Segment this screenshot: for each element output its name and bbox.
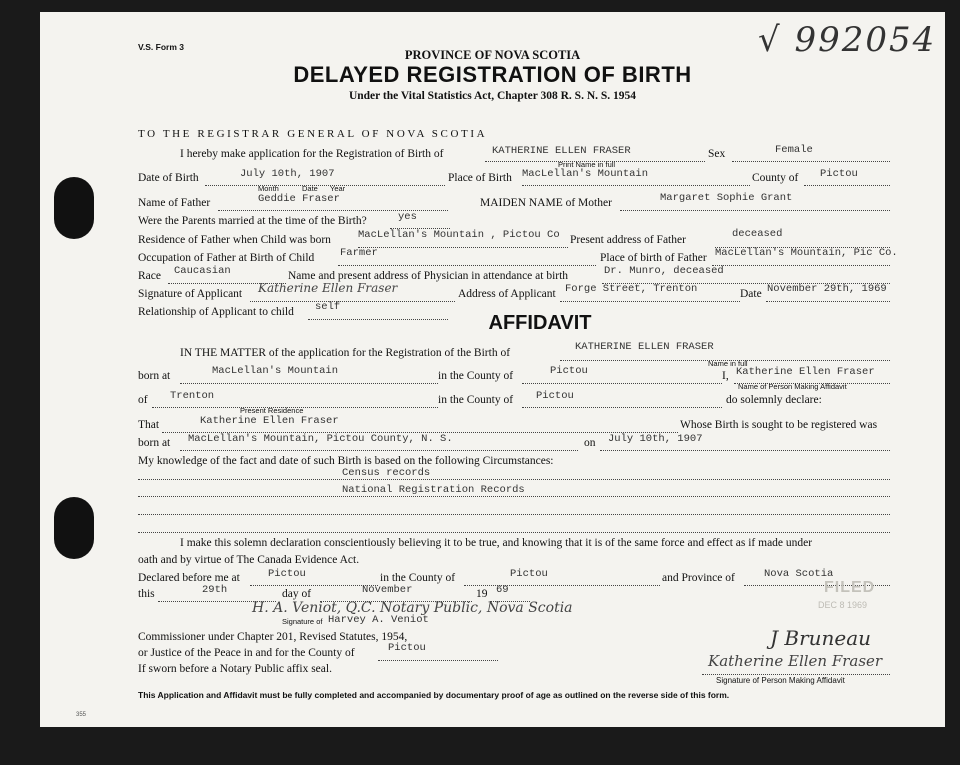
born-at-line [180,383,438,384]
occupation-value: Farmer [340,247,378,259]
print-name-caption: Print Name in full [558,160,616,169]
occupation-line [338,265,596,266]
county-value: Pictou [820,168,858,180]
father-birthplace-value: MacLellan's Mountain, Pic Co. [715,247,898,259]
residence-label: Residence of Father when Child was born [138,234,331,246]
circumstance-line-2 [138,496,890,497]
of-value: Trenton [170,390,215,402]
affiant-signature-caption: Signature of Person Making Affidavit [716,676,845,685]
circumstance-line-1 [138,479,890,480]
day-of-label: day of [282,588,312,600]
year-value: 69 [496,584,509,596]
commissioner-signature: H. A. Veniot, Q.C. Notary Public, Nova Scotia [252,600,573,616]
born-at2-value: MacLellan's Mountain, Pictou County, N. S. [188,433,453,445]
dob-label: Date of Birth [138,172,199,184]
county2-label: in the County of [438,394,514,406]
stamp-date: DEC 8 1969 [818,600,868,610]
married-value: yes [398,211,417,223]
place-value: MacLellan's Mountain [522,168,649,180]
signature-of-caption: Signature of [282,617,323,626]
born-at-value: MacLellan's Mountain [212,365,339,377]
matter-value: KATHERINE ELLEN FRASER [575,341,714,353]
matter-text: IN THE MATTER of the application for the Registration of the Birth of [180,347,511,359]
child-name-value: KATHERINE ELLEN FRASER [492,145,631,157]
applicant-address-line [560,301,740,302]
applicant-address-value: Forge Street, Trenton [565,283,698,295]
present-address-value: deceased [732,228,783,240]
affidavit-heading: AFFIDAVIT [488,312,592,334]
commissioner-name: Harvey A. Veniot [328,614,429,626]
application-date-line [766,301,890,302]
father-label: Name of Father [138,197,211,209]
born-at-label: born at [138,370,171,382]
notary-line: If sworn before a Notary Public affix seal. [138,663,332,675]
month-value: November [362,584,413,596]
on-value: July 10th, 1907 [608,433,703,445]
application-date-value: November 29th, 1969 [767,283,887,295]
sex-label: Sex [708,148,726,160]
sex-value: Female [775,144,813,156]
applicant-signature: Katherine Ellen Fraser [258,281,398,295]
on-line [600,450,890,451]
form-title: DELAYED REGISTRATION OF BIRTH [293,62,692,87]
year-caption: Year [330,184,346,193]
applicant-signature-line [250,301,455,302]
knowledge-text: My knowledge of the fact and date of such Birth is based on the following Circumstances: [138,455,554,467]
registrar-heading: TO THE REGISTRAR GENERAL OF NOVA SCOTIA [138,128,488,140]
circumstance-line-4 [138,532,890,533]
race-value: Caucasian [174,265,231,277]
applicant-address-label: Address of Applicant [458,288,556,300]
county3-value: Pictou [510,568,548,580]
affiant-value: Katherine Ellen Fraser [736,366,875,378]
dob-value: July 10th, 1907 [240,168,335,180]
mother-label: MAIDEN NAME of Mother [480,197,612,209]
born-at2-label: born at [138,437,171,449]
punch-hole-top [54,177,94,239]
born-at2-line [180,450,578,451]
apply-text: I hereby make application for the Registration of Birth of [180,148,444,160]
form-sheet [40,12,945,727]
print-code: 355 [76,712,87,718]
that-label: That [138,419,160,431]
justice-county-value: Pictou [388,642,426,654]
whose-text: Whose Birth is sought to be registered was [680,419,878,431]
that-value: Katherine Ellen Fraser [200,415,339,427]
this-label: this [138,588,155,600]
justice-county-line [378,660,498,661]
province-value: Nova Scotia [764,568,834,580]
registration-number: √ 992054 [758,20,937,60]
sex-line [732,161,890,162]
county1-line [522,383,722,384]
punch-hole-bottom [54,497,94,559]
date-caption: Date [302,184,318,193]
county3-line [464,585,660,586]
county-label: County of [752,172,799,184]
place-label: Place of Birth [448,172,512,184]
solemn-declaration-1: I make this solemn declaration conscientiously believing it to be true, and knowing that it is of the same force and effect as if made under [180,537,813,549]
name-full-caption: Name in full [708,359,748,368]
county1-value: Pictou [550,365,588,377]
residence-value: MacLellan's Mountain , Pictou Co [358,229,560,241]
province-label: and Province of [662,572,735,584]
mother-line [620,210,890,211]
footer-note: This Application and Affidavit must be fully completed and accompanied by documentary proof of age as outlined on the reverse side of this form. [138,690,730,700]
county2-line [522,407,722,408]
dob-line [205,185,445,186]
county-line [804,185,890,186]
place-line [522,185,750,186]
filed-stamp: FILED [824,579,876,596]
registrar-signature: J Bruneau [770,626,872,650]
present-residence-caption: Present Residence [240,406,304,415]
declared-label: Declared before me at [138,572,240,584]
physician-label: Name and present address of Physician in attendance at birth [288,270,569,282]
on-label: on [584,437,596,449]
circumstance-1: Census records [342,467,431,479]
county1-label: in the County of [438,370,514,382]
declared-value: Pictou [268,568,306,580]
affiant-signature-line [702,674,890,675]
year-prefix: 19 [476,588,488,600]
justice-line: or Justice of the Peace in and for the County of [138,647,355,659]
i-label: I, [722,370,729,382]
form-number: V.S. Form 3 [138,42,184,52]
form-subtitle: Under the Vital Statistics Act, Chapter 308 R. S. N. S. 1954 [348,90,637,102]
solemn-declaration-2: oath and by virtue of The Canada Evidence Act. [138,554,360,566]
present-address-label: Present address of Father [570,234,686,246]
circumstance-2: National Registration Records [342,484,525,496]
father-value: Geddie Fraser [258,193,340,205]
commissioner-line: Commissioner under Chapter 201, Revised Statutes, 1954, [138,631,408,643]
father-birthplace-label: Place of birth of Father [600,252,707,264]
of-label: of [138,394,148,406]
county3-label: in the County of [380,572,456,584]
month-caption: Month [258,184,279,193]
affiant-signature: Katherine Ellen Fraser [708,652,883,670]
father-birthplace-line [712,265,890,266]
married-label: Were the Parents married at the time of the Birth? [138,215,367,227]
applicant-signature-label: Signature of Applicant [138,288,243,300]
affiant-caption: Name of Person Making Affidavit [738,382,847,391]
mother-value: Margaret Sophie Grant [660,192,793,204]
day-value: 29th [202,584,228,596]
province-heading: PROVINCE OF NOVA SCOTIA [404,48,581,62]
relationship-label: Relationship of Applicant to child [138,306,294,318]
relationship-value: self [315,301,341,313]
declare-text: do solemnly declare: [726,394,822,406]
race-label: Race [138,270,161,282]
physician-value: Dr. Munro, deceased [604,265,724,277]
declared-line [250,585,378,586]
circumstance-line-3 [138,514,890,515]
county2-value: Pictou [536,390,574,402]
application-date-label: Date [740,288,762,300]
residence-line [358,247,568,248]
occupation-label: Occupation of Father at Birth of Child [138,252,315,264]
